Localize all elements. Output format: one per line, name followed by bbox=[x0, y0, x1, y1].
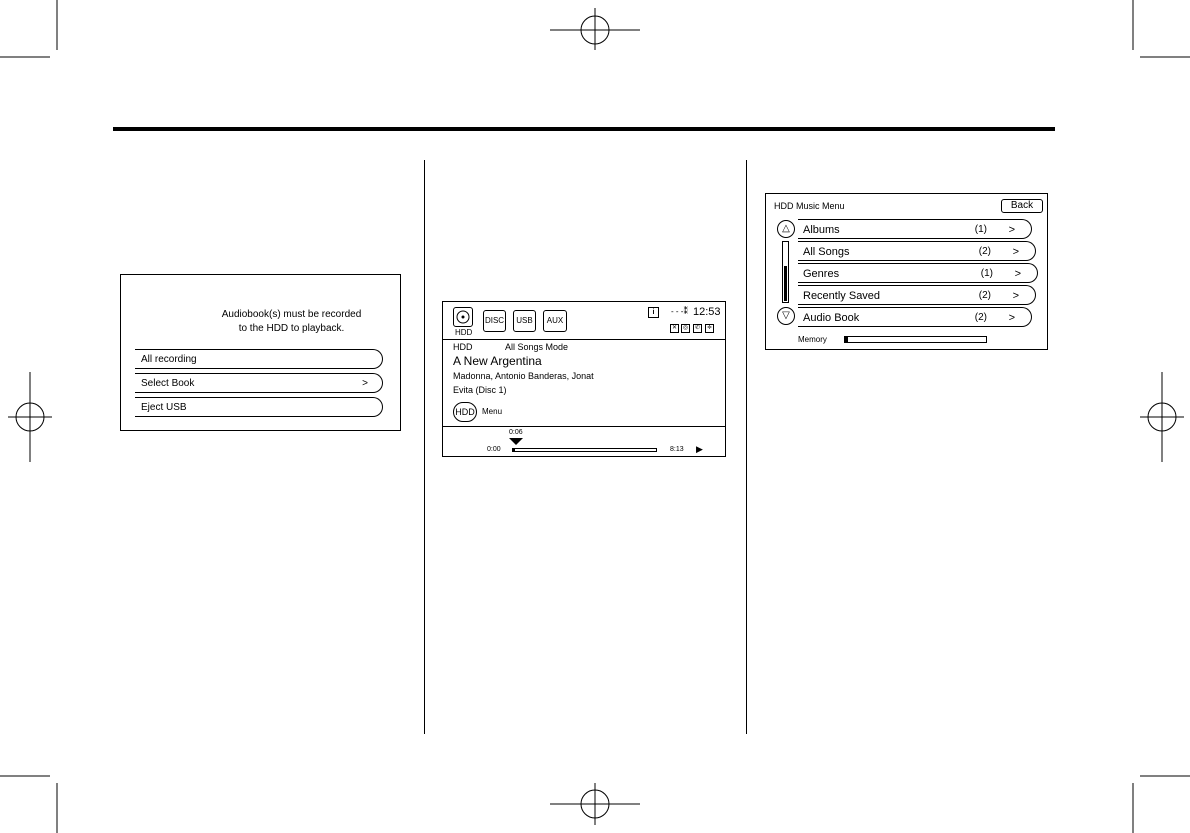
select-book-button[interactable]: Select Book > bbox=[135, 373, 383, 393]
scrollbar[interactable] bbox=[782, 241, 789, 303]
chevron-right-icon: > bbox=[1012, 290, 1019, 302]
eject-usb-button[interactable]: Eject USB bbox=[135, 397, 383, 417]
chevron-right-icon: > bbox=[1014, 268, 1021, 280]
play-icon[interactable]: ▶ bbox=[696, 444, 703, 454]
scroll-down-button[interactable]: ▽ bbox=[777, 307, 795, 325]
menu-item-audio-book[interactable]: Audio Book (2) > bbox=[798, 307, 1032, 327]
nav-icon: ◎ bbox=[682, 325, 689, 331]
hdd-music-menu-screen bbox=[765, 193, 1048, 350]
phone-icon: ✆ bbox=[694, 325, 701, 331]
menu-item-all-songs[interactable]: All Songs (2) > bbox=[798, 241, 1036, 261]
progress-bar[interactable] bbox=[512, 448, 657, 452]
elapsed-time: 0:06 bbox=[509, 429, 523, 436]
scrollbar-thumb[interactable] bbox=[784, 266, 787, 301]
audiobook-message: Audiobook(s) must be recorded to the HDD to playback. bbox=[221, 309, 362, 334]
memory-bar bbox=[844, 336, 987, 343]
hdd-source-button[interactable] bbox=[453, 307, 473, 327]
menu-item-recently-saved[interactable]: Recently Saved (2) > bbox=[798, 285, 1036, 305]
chevron-right-icon: > bbox=[1008, 224, 1015, 236]
audiobook-usb-screen bbox=[120, 274, 401, 431]
divider bbox=[443, 339, 725, 340]
column-divider bbox=[424, 160, 425, 734]
mute-icon: ✕ bbox=[671, 325, 678, 331]
clock: 12:53 bbox=[693, 306, 721, 318]
menu-label: Menu bbox=[482, 407, 503, 416]
hdd-now-playing-screen bbox=[442, 301, 726, 457]
start-time: 0:00 bbox=[487, 446, 501, 453]
hdd-source-label: HDD bbox=[455, 328, 473, 337]
menu-title: HDD Music Menu bbox=[774, 201, 845, 211]
chevron-right-icon: > bbox=[1008, 312, 1015, 324]
mode-label: All Songs Mode bbox=[505, 342, 569, 352]
header-rule bbox=[113, 127, 1055, 131]
source-label: HDD bbox=[453, 342, 473, 352]
disc-source-button[interactable]: DISC bbox=[483, 310, 506, 332]
back-button[interactable]: Back bbox=[1001, 199, 1043, 213]
divider bbox=[443, 426, 725, 427]
hdd-menu-button[interactable]: HDD bbox=[453, 402, 477, 422]
position-marker-icon bbox=[509, 438, 523, 445]
album-label: Evita (Disc 1) bbox=[453, 385, 507, 395]
menu-item-albums[interactable]: Albums (1) > bbox=[798, 219, 1032, 239]
disc-icon bbox=[454, 308, 472, 326]
end-time: 8:13 bbox=[670, 446, 684, 453]
info-icon[interactable]: i bbox=[648, 307, 659, 318]
aux-source-button[interactable]: AUX bbox=[543, 310, 567, 332]
signal-icon: - - -⁑ bbox=[671, 306, 688, 316]
chevron-right-icon: > bbox=[362, 378, 368, 389]
memory-fill bbox=[845, 337, 848, 342]
usb-source-button[interactable]: USB bbox=[513, 310, 536, 332]
scroll-up-button[interactable]: △ bbox=[777, 220, 795, 238]
tone-icon: ≑ bbox=[706, 325, 713, 331]
menu-item-genres[interactable]: Genres (1) > bbox=[798, 263, 1038, 283]
chevron-right-icon: > bbox=[1012, 246, 1019, 258]
song-title: A New Argentina bbox=[453, 354, 542, 368]
column-divider bbox=[746, 160, 747, 734]
all-recording-button[interactable]: All recording bbox=[135, 349, 383, 369]
memory-label: Memory bbox=[798, 335, 827, 344]
artist-label: Madonna, Antonio Banderas, Jonat bbox=[453, 371, 594, 381]
progress-fill bbox=[513, 449, 515, 451]
